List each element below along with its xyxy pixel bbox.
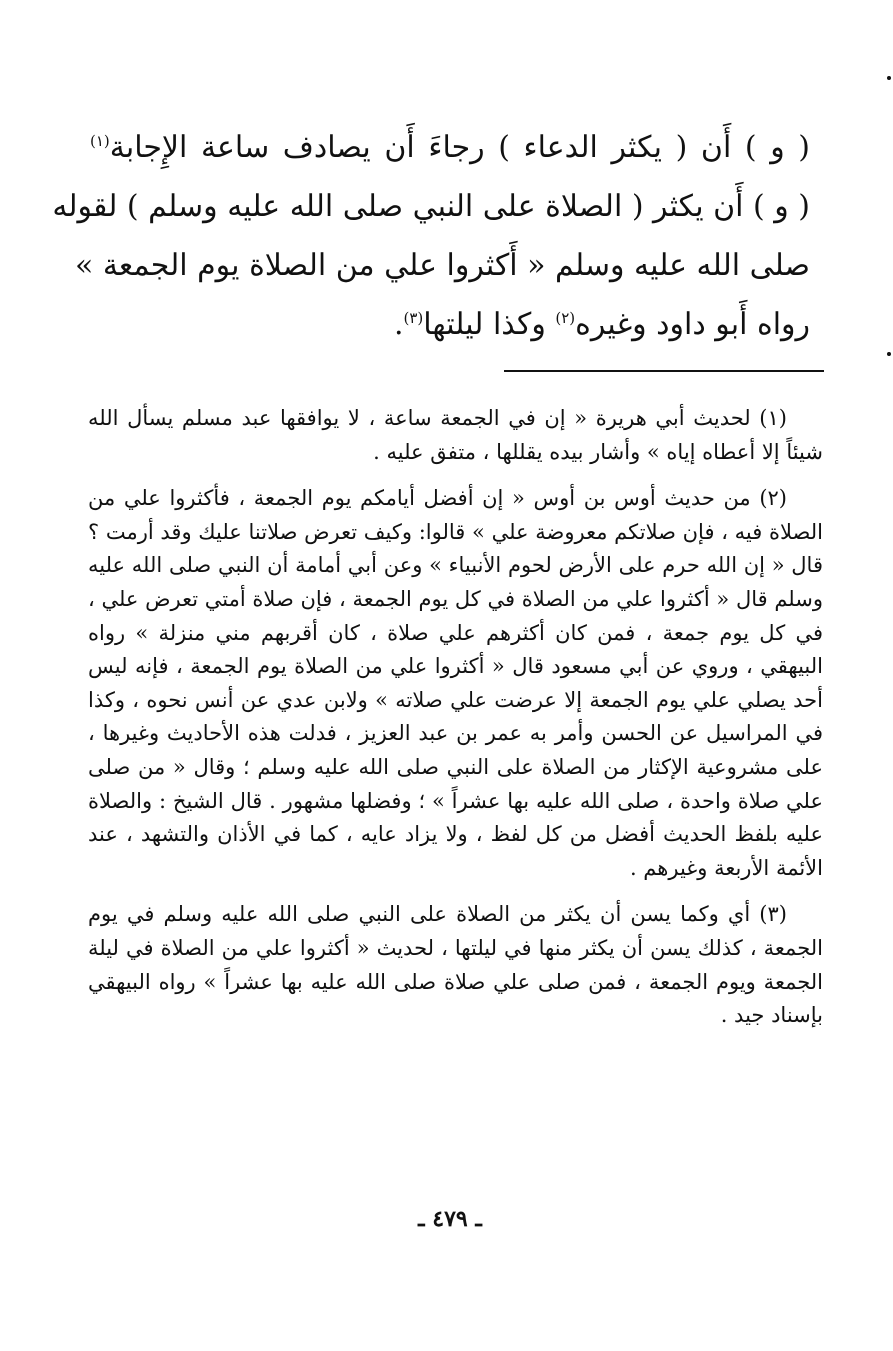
main-line-4-text: رواه أَبو داود وغيره [575, 307, 810, 342]
footnote-number-3: (٣) [759, 902, 787, 927]
main-line-2: ( و ) أَن يكثر ( الصلاة على النبي صلى الله عليه وسلم ) لقوله [52, 189, 810, 224]
main-line-1-text: ( و ) أَن ( يكثر الدعاء ) رجاءَ أَن يصادف ساعة الإِجابة [109, 130, 810, 165]
main-line-1 [90, 118, 810, 177]
footnote-1 [88, 402, 823, 469]
edge-mark-middle [887, 352, 891, 356]
footnote-ref-2[interactable]: (٢) [555, 309, 576, 327]
footnote-number-1: (١) [759, 406, 787, 430]
footnote-number-2: (٢) [759, 486, 787, 511]
footnote-text-2: من حديث أوس بن أوس « إن أفضل أيامكم يوم الجمعة ، فأكثروا علي من الصلاة فيه ، فإن صلاتكم معروضة علي » قالوا: وكيف تعرض صلاتنا عليك وقد أرمت ؟ قال « إن الله حرم على الأرض لحوم الأنبياء » وعن أبي أمامة أن النبي صلى الله عليه وسلم قال « أكثروا علي من الصلاة في كل يوم الجمعة ، فإن صلاة أمتي تعرض علي ، في كل يوم جمعة ، فمن كان أكثرهم علي صلاة ، كان أقربهم مني منزلة » رواه البيهقي ، وروي عن أبي مسعود قال « أكثروا علي من الصلاة يوم الجمعة ، فإنه ليس أحد يصلي علي يوم الجمعة إلا عرضت علي صلاته » ولابن عدي عن أنس نحوه ، وكذا في المراسيل عن الحسن وأمر به عمر بن عبد العزيز ، فدلت هذه الأحاديث وغيرها ، على مشروعية الإكثار من الصلاة على النبي صلى الله عليه وسلم ؛ وقال « من صلى علي صلاة واحدة ، صلى الله عليه بها عشراً » ؛ وفضلها مشهور . قال الشيخ : والصلاة عليه بلفظ الحديث أفضل من كل لفظ ، ولا يزاد عايه ، كما في الأذان والتشهد ، عند الأئمة الأربعة وغيرهم . [88, 486, 823, 880]
footnote-text-1: لحديث أبي هريرة « إن في الجمعة ساعة ، لا يوافقها عبد مسلم يسأل الله شيئاً إلا أعطاه إياه » وأشار بيده يقللها ، متفق عليه . [88, 406, 823, 464]
main-line-4 [90, 295, 810, 354]
footnote-ref-1[interactable]: (١) [90, 132, 110, 150]
footnote-separator [504, 370, 824, 372]
main-line-4-tail: وكذا ليلتها [423, 307, 546, 342]
edge-mark-top [887, 76, 891, 80]
footnote-text-3: أي وكما يسن أن يكثر من الصلاة على النبي صلى الله عليه وسلم في يوم الجمعة ، كذلك يسن أن يكثر منها في ليلتها ، لحديث « أكثروا علي من الصلاة في ليلة الجمعة ويوم الجمعة ، فمن صلى علي صلاة صلى الله عليه بها عشراً » رواه البيهقي بإسناد جيد . [88, 902, 824, 1028]
final-period: . [393, 307, 404, 342]
main-text [52, 118, 810, 354]
footnote-3 [88, 898, 823, 1032]
main-line-3: صلى الله عليه وسلم « أَكثروا علي من الصلاة يوم الجمعة » [74, 248, 810, 283]
footnote-ref-3[interactable]: (٣) [403, 309, 424, 327]
page-number: ـ ٤٧٩ ـ [418, 1206, 482, 1232]
footnote-2 [88, 482, 823, 885]
footnotes-section [88, 402, 823, 1046]
